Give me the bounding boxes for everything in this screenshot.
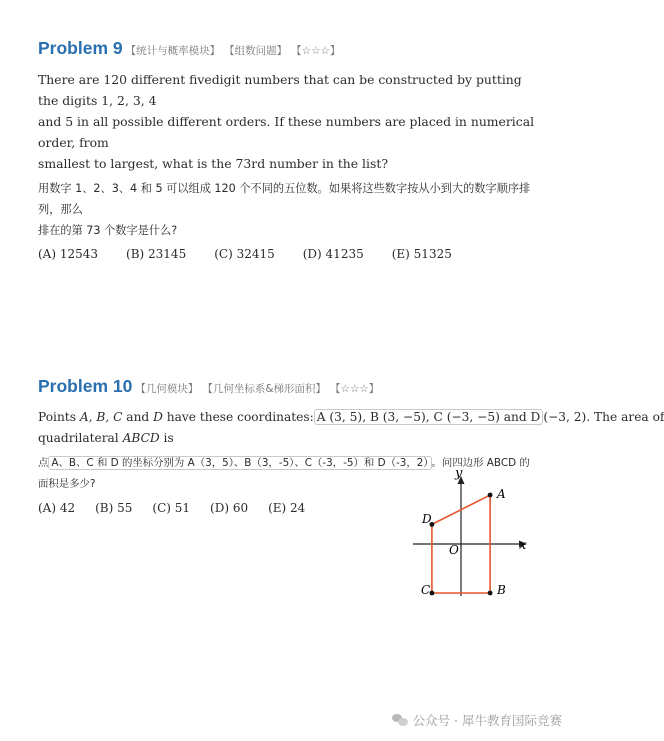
difficulty-tag: 【☆☆☆】 [330, 383, 380, 395]
problem-heading [38, 376, 538, 397]
label-d: D [422, 512, 432, 526]
coordinate-figure [405, 460, 535, 600]
text: (−3, 2). The area of [543, 410, 664, 424]
choice-d: (D) 60 [210, 501, 249, 515]
math-point-d: D [153, 410, 163, 424]
watermark [392, 711, 562, 729]
text-line: 面积是多少? [38, 478, 96, 490]
y-axis-label: y [455, 466, 463, 481]
choice-e: (E) 24 [268, 501, 306, 515]
choice-c: (C) 32415 [214, 247, 275, 261]
text-line [38, 407, 664, 428]
label-c: C [421, 583, 431, 597]
subtopic-tag: 【几何坐标系&梯形面积】 [202, 383, 327, 395]
text-line: 排在的第 73 个数字是什么? [38, 224, 178, 237]
text-line: 用数字 1、2、3、4 和 5 可以组成 120 个不同的五位数。如果将这些数字按从小到大的数字顺序排列，那么 [38, 182, 531, 216]
point-b-dot [488, 591, 493, 596]
subtopic-tag: 【组数问题】 [224, 45, 288, 57]
choice-d: (D) 41235 [302, 247, 364, 261]
coordinates-box: A (3, 5), B (3, −5), C (−3, −5) and D [314, 409, 544, 425]
wechat-icon [392, 714, 408, 727]
topic-tag: 【统计与概率模块】 [125, 45, 221, 57]
coordinates-box: A、B、C 和 D 的坐标分别为 A（3，5）、B（3，-5）、C（-3，-5）和 D（-3，2） [48, 456, 431, 470]
text-line: and 5 in all possible different orders. If these numbers are placed in numerical order, from [38, 114, 535, 150]
difficulty-tag: 【☆☆☆】 [291, 45, 341, 57]
chinese-statement [38, 178, 538, 241]
text-line [38, 428, 538, 449]
label-b: B [497, 583, 506, 597]
math-points: A, B, C [79, 410, 123, 424]
point-c-dot [430, 591, 435, 596]
text: 。问四边形 ABCD 的 [431, 457, 530, 469]
choice-b: (B) 23145 [126, 247, 187, 261]
choice-c: (C) 51 [152, 501, 191, 515]
choice-b: (B) 55 [95, 501, 133, 515]
text: is [159, 431, 174, 445]
x-axis-label: x [519, 538, 527, 553]
english-statement [38, 69, 538, 174]
problem-title: Problem 9 [38, 38, 123, 58]
text: quadrilateral [38, 431, 123, 445]
text: have these coordinates: [162, 410, 314, 424]
choice-a: (A) 42 [38, 501, 76, 515]
english-statement [38, 407, 664, 449]
choice-a: (A) 12543 [38, 247, 99, 261]
label-a: A [497, 487, 506, 501]
text: Points [38, 410, 80, 424]
text-line: smallest to largest, what is the 73rd number in the list? [38, 156, 388, 171]
topic-tag: 【几何模块】 [135, 383, 199, 395]
problem-heading [38, 38, 538, 59]
problem-9 [38, 38, 538, 261]
problem-title: Problem 10 [38, 376, 133, 396]
origin-label: O [449, 543, 459, 557]
text-line: There are 120 different fivedigit numbers that can be constructed by putting the digits 1, 2, 3, 4 [38, 72, 522, 108]
watermark-text: 公众号 · 犀牛教育国际竞赛 [412, 713, 562, 728]
answer-choices [38, 247, 538, 261]
choice-e: (E) 51325 [391, 247, 452, 261]
text: 点 [38, 457, 49, 469]
point-a-dot [488, 493, 493, 498]
text: and [126, 410, 154, 424]
math-abcd: ABCD [122, 431, 160, 445]
